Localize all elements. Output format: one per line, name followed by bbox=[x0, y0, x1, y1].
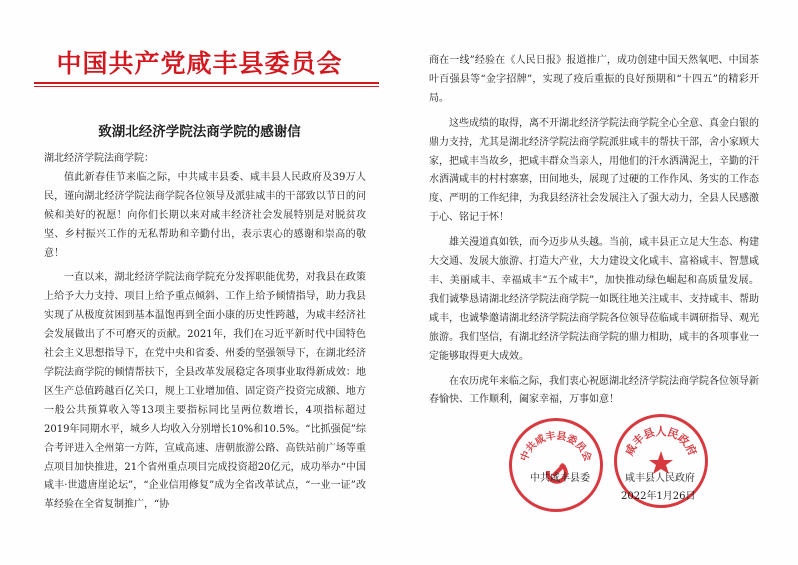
left-body bbox=[44, 150, 366, 515]
party-seal bbox=[509, 418, 603, 512]
gov-seal-text: 咸丰县人民政府 bbox=[622, 425, 700, 458]
party-seal-graphic bbox=[512, 421, 600, 509]
paragraph: 雄关漫道真如铁，而今迈步从头越。当前，咸丰县正立足大生态、构建大交通、发展大旅游、打造大产业，大力建设文化咸丰、富裕咸丰、智慧咸丰、美丽咸丰、幸福咸丰“五个咸丰”，加快推动绿色崛起和高质量发展。我们诚挚恳请湖北经济学院法商学院一如既往地关注咸丰、支持咸丰、帮助咸丰，也诚挚邀请湖北经济学院法商学院各位领导莅临咸丰调研指导、观光旅游。我们坚信，有湖北经济学院法商学院的鼎力相助，咸丰的各项事业一定能够取得更大成效。 bbox=[429, 237, 759, 362]
government-signature: 咸丰县人民政府 bbox=[625, 473, 695, 484]
party-seal-text: 中共咸丰县委员会 bbox=[519, 430, 593, 464]
svg-text:中共咸丰县委员会 bbox=[517, 429, 595, 463]
letterhead-title: 中国共产党咸丰县委员会 bbox=[56, 49, 343, 78]
paragraph: 这些成绩的取得，离不开湖北经济学院法商学院全心全意、真金白银的鼎力支持，尤其是湖北经济学院法商学院派驻咸丰的帮扶干部，舍小家顾大家，把咸丰当故乡，把咸丰群众当亲人，用他们的汗水洒满泥土，辛勤的汗水洒满咸丰的村村寨寨，田间地头，展现了过硬的工作作风、务实的工作态度、严明的工作纪律，为我县经济社会发展注入了强大动力，全县人民感激于心、铭记于怀！ bbox=[429, 117, 759, 224]
party-signature: 中共咸丰县委 bbox=[530, 473, 590, 484]
paragraph: 商在一线”经验在《人民日报》报道推广，成功创建中国天然氧吧、中国茶叶百强县等“金字招牌”，实现了疫后重振的良好预期和“十四五”的精彩开局。 bbox=[429, 55, 759, 104]
salutation: 湖北经济学院法商学院： bbox=[44, 153, 154, 164]
paragraph: 在农历虎年来临之际，我们衷心祝愿湖北经济学院法商学院各位领导新春愉快、工作顺利，阖家幸福，万事如意！ bbox=[429, 375, 759, 406]
letterhead-rule-thick bbox=[34, 82, 379, 84]
paragraph: 一直以来，湖北经济学院法商学院充分发挥职能优势，对我县在政策上给予大力支持、项目上给予重点倾斜、工作上给予倾情指导，助力我县实现了从极度贫困到基本温饱再到全面小康的历史性跨越，为咸丰经济社会发展做出了不可磨灭的贡献。2021年，我们在习近平新时代中国特色社会主义思想指导下，在党中央和省委、州委的坚强领导下，在湖北经济学院法商学院的倾情帮扶下，全县改革发展稳定各项事业取得新成效：地区生产总值跨越百亿关口，规上工业增加值、固定资产投资完成额、地方一般公共预算收入等13项主要指标同比呈两位数增长，4项指标超过2019年同期水平，城乡人均收入分别增长10%和10.5%。“比抓强促”综合考评进入全州第一方阵，宣咸高速、唐朝旅游公路、高铁站前广场等重点项目加快推进，21个省州重点项目完成投资超20亿元，成功举办“中国咸丰·世遗唐崖论坛”，“企业信用修复”成为全省改革试点，“一业一证”改革经验在全省复制推广，“协 bbox=[44, 272, 366, 511]
right-page bbox=[399, 0, 798, 565]
letter-date: 2022年1月26日 bbox=[621, 491, 696, 502]
paragraph: 值此新春佳节来临之际，中共咸丰县委、咸丰县人民政府及39万人民，谨向湖北经济学院法商学院各位领导及派驻咸丰的干部致以节日的问候和美好的祝愿！向你们长期以来对咸丰经济社会发展特别是对脱贫攻坚、乡村振兴工作的无私帮助和辛勤付出，表示衷心的感谢和崇高的敬意！ bbox=[44, 171, 366, 259]
right-body bbox=[429, 52, 759, 410]
letter-title: 致湖北经济学院法商学院的感谢信 bbox=[98, 124, 301, 140]
letterhead-rule-thin bbox=[34, 86, 379, 87]
